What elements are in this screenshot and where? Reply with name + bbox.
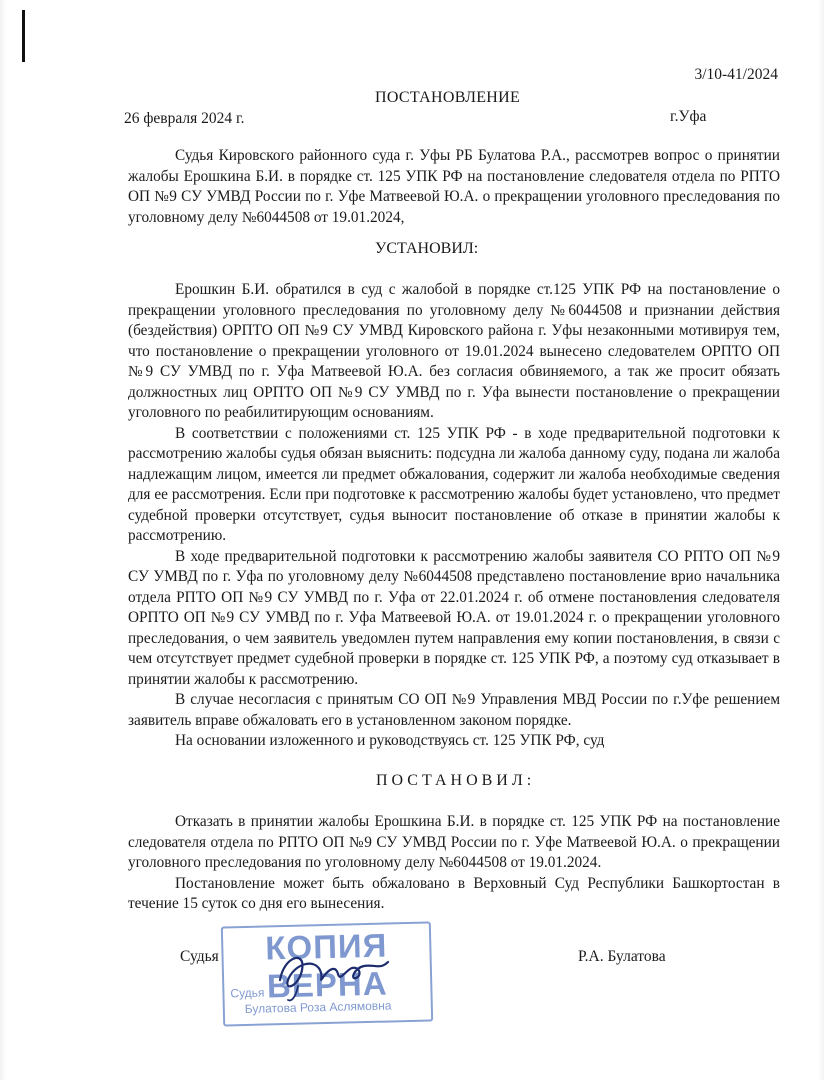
intro-section: [128, 146, 780, 228]
established-paragraph-3: В ходе предварительной подготовки к рассмотрению жалобы заявителя СО РПТО ОП №9 СУ УМВД по г. Уфа по уголовному делу №6044508 представлено постановление врио начальника отдела РПТО ОП №9 СУ УМВД по г. Уфа от 22.01.2024 г. об отмене постановления следователя ОРПТО ОП №9 СУ УМВД по г. Уфа Матвеевой Ю.А. от 19.01.2024 г. о прекращении уголовного преследования, о чем заявитель уведомлен путем направления ему копии постановления, в связи с чем отсутствует предмет судебной проверки в порядке ст. 125 УПК РФ, а поэтому суд отказывает в принятии жалобы к рассмотрению.: [128, 547, 780, 688]
signature-role: Судья: [180, 948, 219, 965]
established-heading: УСТАНОВИЛ:: [375, 240, 479, 257]
established-paragraph-1: Ерошкин Б.И. обратился в суд с жалобой в порядке ст.125 УПК РФ на постановление о прекращении уголовного преследования по уголовному делу №6044508 и признании действия (бездействия) ОРПТО ОП №9 СУ УМВД Кировского района г. Уфы незаконными мотивируя тем, что постановление о прекращении уголовного от 19.01.2024 вынесено следователем ОРПТО ОП №9 СУ УМВД по г. Уфа Матвеевой Ю.А. без согласия обвиняемого, а так же просит обязать должностных лиц ОРПТО ОП №9 СУ УМВД по г. Уфа вынести постановление о прекращении уголовного по реабилитирующим основаниям.: [128, 281, 780, 421]
ruling-paragraph-2: Постановление может быть обжаловано в Верховный Суд Республики Башкортостан в течение 15 суток со дня его вынесения.: [128, 874, 780, 912]
document-title: ПОСТАНОВЛЕНИЕ: [375, 89, 521, 106]
established-paragraph-5: На основании изложенного и руководствуясь ст. 125 УПК РФ, суд: [175, 732, 605, 749]
case-number: 3/10-41/2024: [694, 66, 778, 83]
document-date: 26 февраля 2024 г.: [124, 110, 245, 127]
signatory-name: Р.А. Булатова: [578, 948, 666, 965]
handwritten-signature: [262, 940, 402, 1004]
intro-paragraph: Судья Кировского районного суда г. Уфы РБ Булатова Р.А., рассмотрев вопрос о принятии жалобы Ерошкина Б.И. в порядке ст. 125 УПК РФ на постановление следователя отдела по РПТО ОП №9 СУ УМВД России по г. Уфе Матвеевой Ю.А. о прекращении уголовного преследования по уголовному делу №6044508 от 19.01.2024,: [128, 147, 780, 226]
stamp-title: КОПИЯ ВЕРНА: [264, 926, 388, 1005]
established-paragraph-2: В соответствии с положениями ст. 125 УПК РФ - в ходе предварительной подготовки к рассмотрению жалобы судья обязан выяснить: подсудна ли жалоба данному суду, подана ли жалоба надлежащим лицом, имеется ли предмет обжалования, содержит ли жалоба необходимые сведения для ее рассмотрения. Если при подготовке к рассмотрению жалобы будет установлено, что предмет судебной проверки отсутствует, судья выносит постановление об отказе в принятии жалобы к рассмотрению.: [128, 424, 780, 544]
ruling-section: [128, 812, 780, 915]
margin-bar-mark: [22, 10, 25, 62]
stamp-name-line: Булатова Роза Аслямовна: [244, 998, 392, 1017]
document-city: г.Уфа: [670, 108, 707, 125]
ruling-paragraph-1: Отказать в принятии жалобы Ерошкина Б.И. в порядке ст. 125 УПК РФ на постановление следователя отдела по РПТО ОП №9 СУ УМВД России по г. Уфе Матвеевой Ю.А. о прекращении уголовного преследования по уголовному делу №6044508 от 19.01.2024.: [128, 813, 780, 871]
established-section: [128, 280, 780, 752]
established-paragraph-4: В случае несогласия с принятым СО ОП №9 Управления МВД России по г.Уфе решением заявитель вправе обжаловать его в установленном законом порядке.: [128, 691, 780, 729]
stamp-role-line: Судья: [230, 985, 265, 1001]
ruling-heading: ПОСТАНОВИЛ:: [376, 772, 536, 789]
